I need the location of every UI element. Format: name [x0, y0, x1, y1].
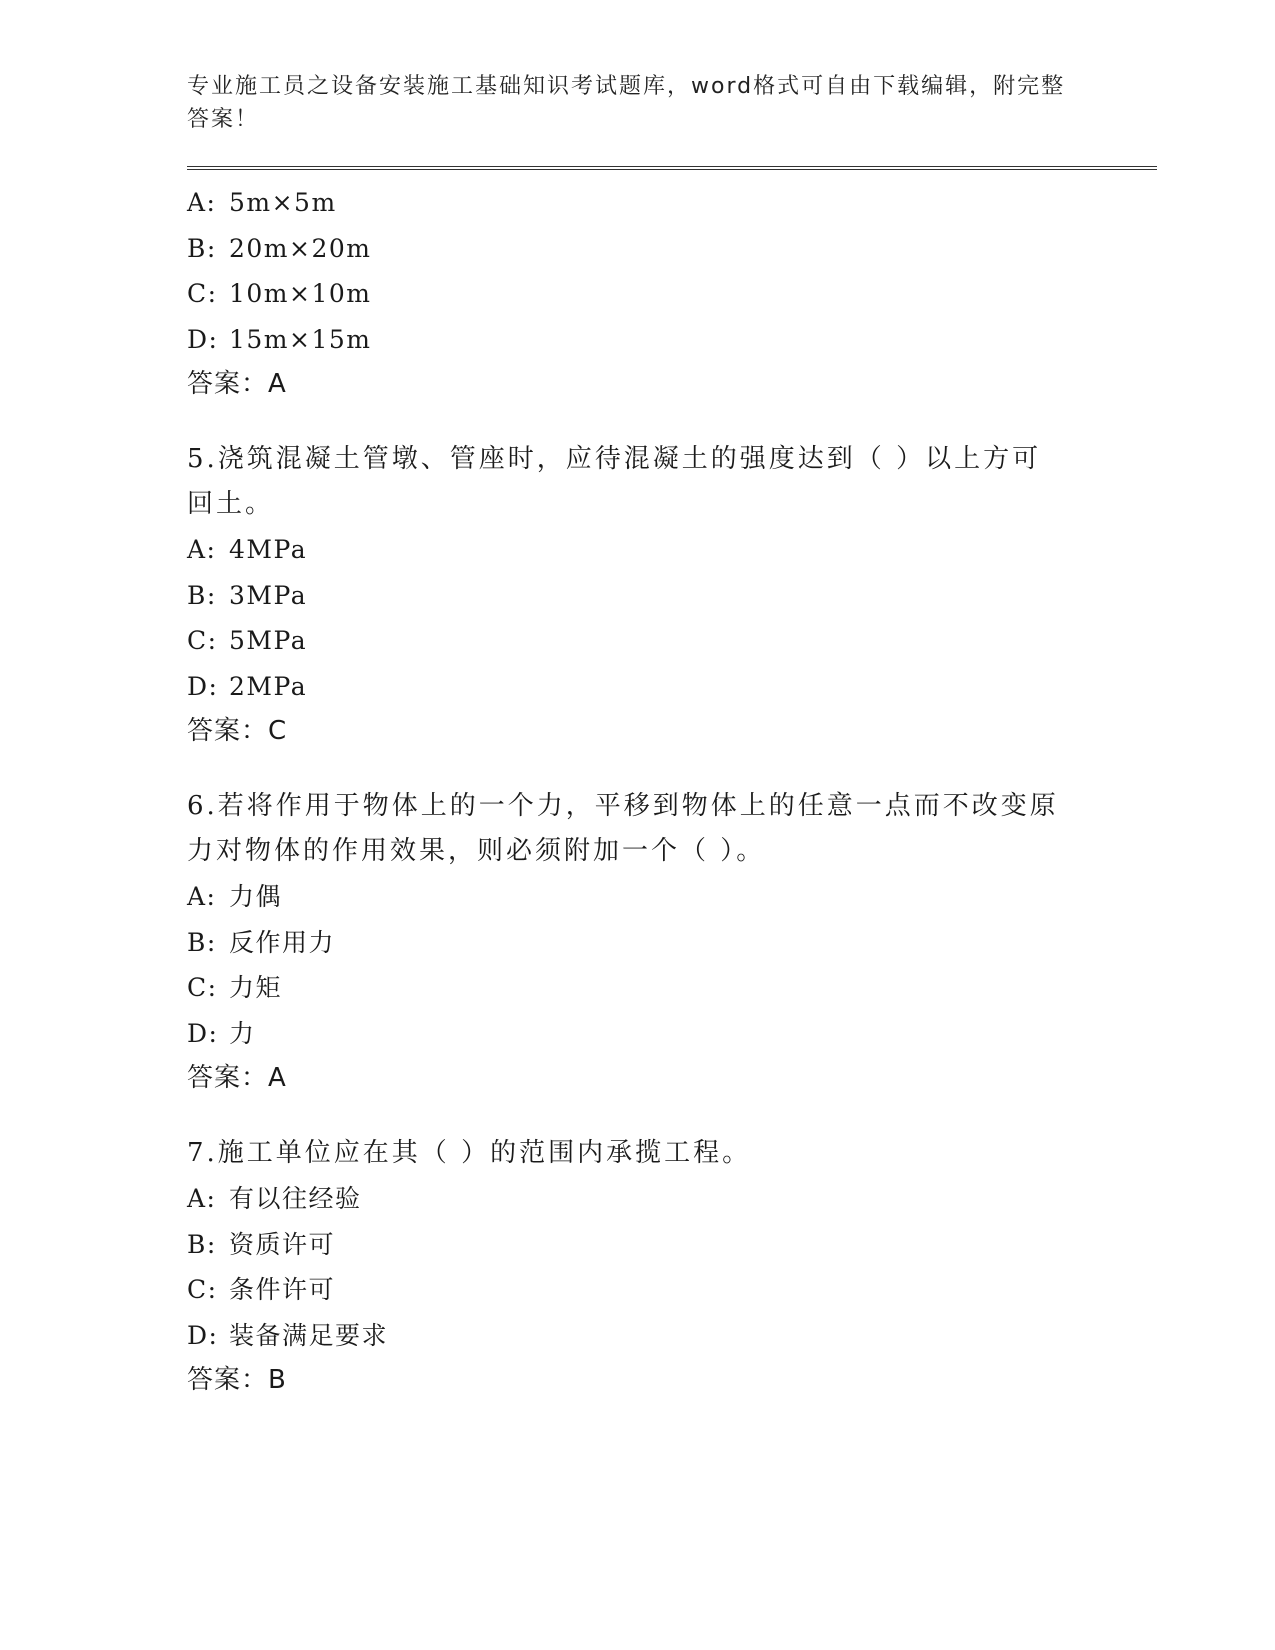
option-b: B: 20m×20m: [187, 233, 372, 263]
option-d: D: 力: [187, 1018, 256, 1048]
question-stem: 7.施工单位应在其（ ）的范围内承揽工程。: [187, 1138, 752, 1168]
document-page: [187, 70, 1157, 1403]
option-a: A: 力偶: [187, 882, 283, 911]
option-a: A: 4MPa: [187, 535, 308, 564]
answer-line: 答案：A: [187, 1063, 287, 1093]
option-d: D: 装备满足要求: [187, 1320, 389, 1350]
question-4-tail: [187, 180, 1157, 407]
option-d: D: 2MPa: [187, 671, 308, 701]
answer-line: 答案：B: [187, 1365, 287, 1395]
question-stem: 6.若将作用于物体上的一个力，平移到物体上的任意一点而不改变原力对物体的作用效果，则必须附加一个（ ）。: [187, 791, 1059, 866]
option-c: C: 5MPa: [187, 626, 308, 655]
option-a: A: 有以往经验: [187, 1184, 362, 1213]
option-c: C: 条件许可: [187, 1275, 336, 1304]
question-list: [187, 180, 1157, 1403]
option-a: A: 5m×5m: [187, 188, 337, 217]
question-stem: 5.浇筑混凝土管墩、管座时，应待混凝土的强度达到（ ）以上方可回土。: [187, 444, 1042, 519]
answer-line: 答案：A: [187, 369, 287, 399]
option-c: C: 10m×10m: [187, 279, 372, 308]
question-7: [187, 1131, 1157, 1403]
option-b: B: 3MPa: [187, 580, 308, 610]
answer-line: 答案：C: [187, 716, 288, 746]
question-6: [187, 784, 1157, 1101]
header-divider: [187, 166, 1157, 170]
option-b: B: 资质许可: [187, 1229, 336, 1259]
option-c: C: 力矩: [187, 973, 283, 1002]
document-header: 专业施工员之设备安装施工基础知识考试题库，word格式可自由下载编辑，附完整答案！: [187, 74, 1066, 132]
option-b: B: 反作用力: [187, 927, 336, 957]
question-5: [187, 437, 1157, 754]
option-d: D: 15m×15m: [187, 324, 372, 354]
